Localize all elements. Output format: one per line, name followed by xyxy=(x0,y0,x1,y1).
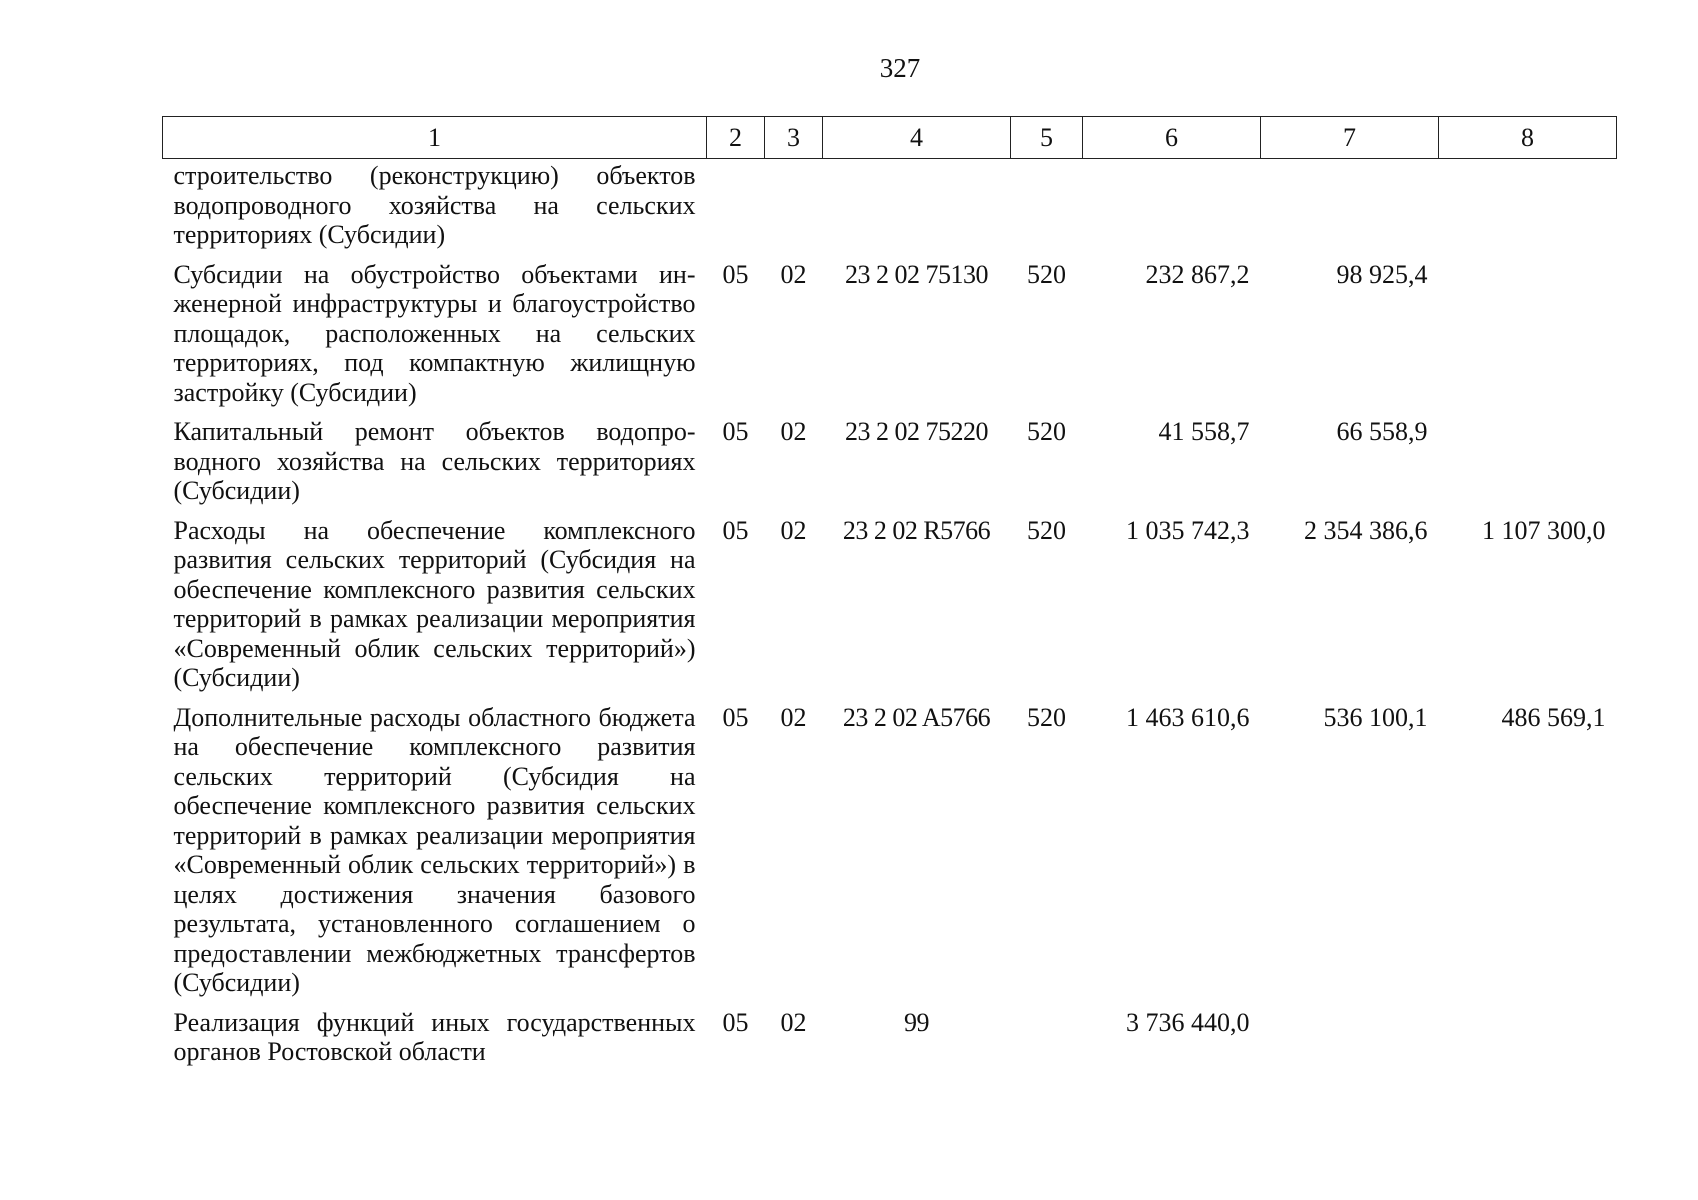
row-amount-col7 xyxy=(1261,1008,1439,1077)
row-section: 05 xyxy=(722,259,749,289)
row-section: 05 xyxy=(722,702,749,732)
page-number: 327 xyxy=(879,53,921,83)
row-name: Дополнительные расходы областного бюджета на обеспечение комплексного развития сельских территорий (Субсидия на обеспечение комплексного развития сельских территорий в рамках реализации мероприятия «Современный облик сельских территорий») в целях достижения значения базового результата, установленного соглашением о предоставлении межбюджетных трансфертов (Субсидии) xyxy=(173,702,696,997)
row-amount-col8 xyxy=(1439,1008,1617,1077)
header-col-4: 4 xyxy=(823,117,1011,159)
row-subsection: 02 xyxy=(780,515,807,545)
row-expense-type xyxy=(1011,1008,1083,1077)
table-header xyxy=(163,117,1617,159)
header-col-7: 7 xyxy=(1261,117,1439,159)
row-section: 05 xyxy=(722,417,749,446)
row-expense-type xyxy=(1011,159,1083,260)
header-col-2: 2 xyxy=(707,117,765,159)
row-target-code: 23 2 02 R5766 xyxy=(842,515,991,545)
row-expense-type: 520 xyxy=(1027,515,1066,545)
row-amount-col8: 486 569,1 xyxy=(1501,702,1606,732)
row-section: 05 xyxy=(722,515,749,545)
table-row xyxy=(163,1008,1617,1077)
table-row xyxy=(163,260,1617,418)
row-amount-col8 xyxy=(1439,417,1617,516)
row-target-code: 23 2 02 75130 xyxy=(845,259,988,289)
row-amount-col6: 41 558,7 xyxy=(1158,417,1250,446)
row-section: 05 xyxy=(722,1007,749,1037)
row-amount-col6: 3 736 440,0 xyxy=(1126,1007,1250,1037)
row-expense-type: 520 xyxy=(1027,417,1066,446)
row-subsection: 02 xyxy=(780,1007,807,1037)
row-amount-col7: 2 354 386,6 xyxy=(1304,515,1428,545)
header-row xyxy=(163,117,1617,159)
table-row xyxy=(163,417,1617,516)
header-col-1: 1 xyxy=(163,117,707,159)
row-target-code: 99 xyxy=(904,1007,929,1037)
row-name: Расходы на обеспечение комплексного развития сельских территорий (Субсидия на обеспечение комплексного развития сельских территорий в рамках реализации мероприятия «Современный облик сельских территорий») (Субсидии) xyxy=(173,515,696,692)
row-name: строительство (реконструкцию) объектов водопроводного хозяйства на сельских территориях (Субсидии) xyxy=(173,161,696,249)
row-subsection: 02 xyxy=(780,259,807,289)
row-amount-col6 xyxy=(1083,159,1261,260)
row-section xyxy=(707,159,765,260)
row-subsection: 02 xyxy=(780,702,807,732)
row-amount-col6: 1 035 742,3 xyxy=(1126,515,1250,545)
table-row xyxy=(163,703,1617,1008)
row-subsection: 02 xyxy=(780,417,807,446)
header-col-8: 8 xyxy=(1439,117,1617,159)
budget-table xyxy=(162,116,1617,1077)
row-subsection xyxy=(765,159,823,260)
row-amount-col8: 1 107 300,0 xyxy=(1482,515,1606,545)
row-amount-col7: 66 558,9 xyxy=(1336,417,1428,446)
table-row xyxy=(163,159,1617,260)
row-target-code: 23 2 02 A5766 xyxy=(842,702,991,732)
row-expense-type: 520 xyxy=(1027,259,1066,289)
row-amount-col6: 1 463 610,6 xyxy=(1126,702,1250,732)
row-amount-col8 xyxy=(1439,260,1617,418)
row-name: Капитальный ремонт объектов водопроводного хозяйства на сельских территориях (Субсидии) xyxy=(173,417,696,505)
row-amount-col8 xyxy=(1439,159,1617,260)
row-amount-col7 xyxy=(1261,159,1439,260)
row-name: Реализация функций иных государственных органов Ростовской области xyxy=(173,1007,696,1066)
table-body xyxy=(163,159,1617,1077)
row-target-code xyxy=(823,159,1011,260)
table-row xyxy=(163,516,1617,703)
row-amount-col7: 98 925,4 xyxy=(1336,259,1428,289)
header-col-3: 3 xyxy=(765,117,823,159)
row-amount-col6: 232 867,2 xyxy=(1145,259,1250,289)
row-amount-col7: 536 100,1 xyxy=(1323,702,1428,732)
header-col-6: 6 xyxy=(1083,117,1261,159)
header-col-5: 5 xyxy=(1011,117,1083,159)
row-name: Субсидии на обустройство объектами инженерной инфраструктуры и благоустройство площадок, расположенных на сельских территориях, под компактную жилищную застройку (Субсидии) xyxy=(173,259,696,407)
row-expense-type: 520 xyxy=(1027,702,1066,732)
row-target-code: 23 2 02 75220 xyxy=(845,417,988,446)
